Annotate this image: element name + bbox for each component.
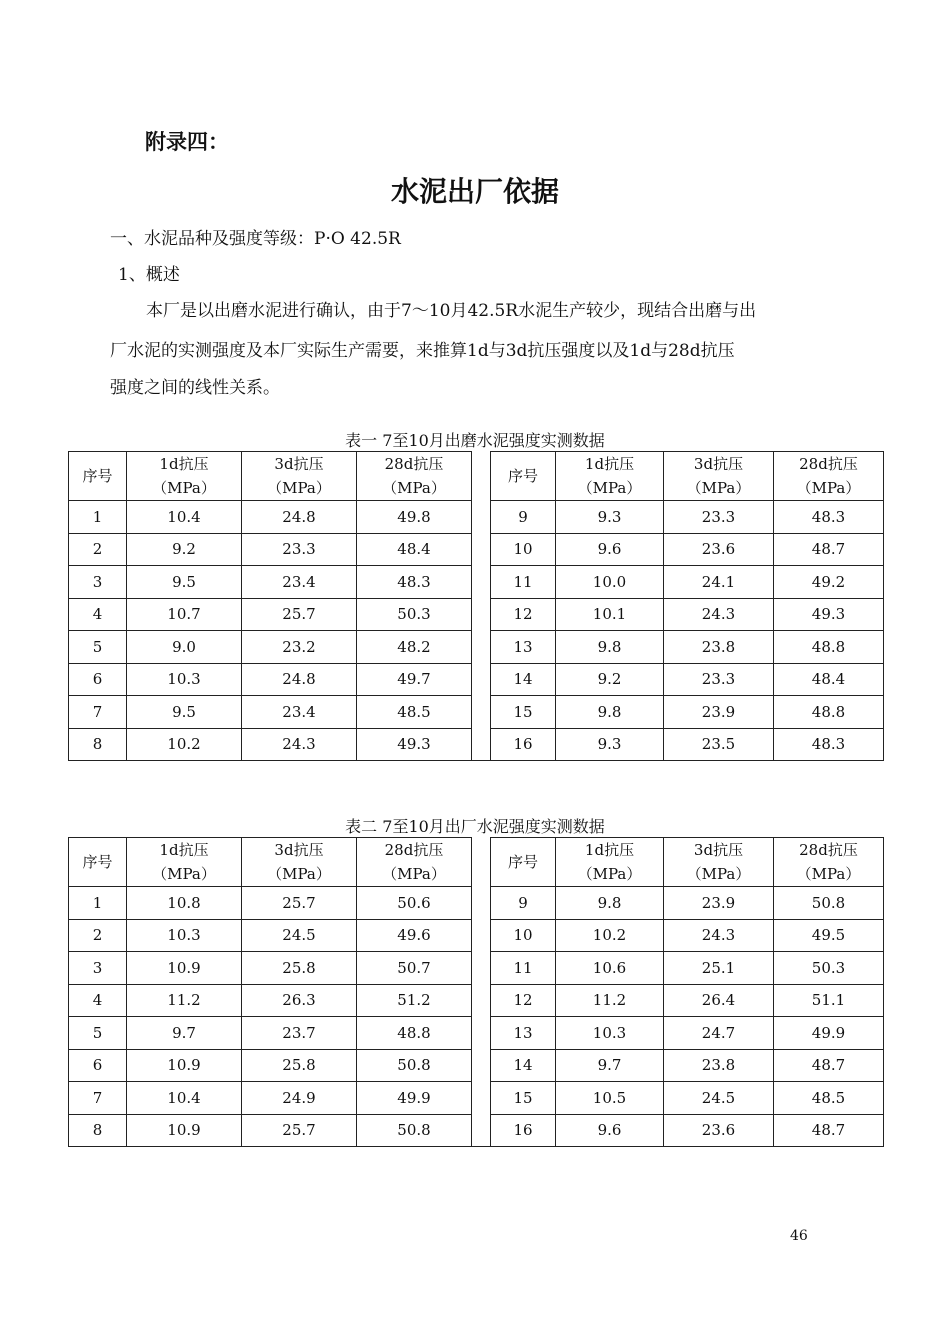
paragraph-line-3: 强度之间的线性关系。 bbox=[110, 378, 280, 398]
cell-1d: 9.3 bbox=[556, 501, 664, 534]
cell-1d: 9.0 bbox=[127, 631, 242, 664]
cell-1d: 10.3 bbox=[127, 919, 242, 952]
cell-28d: 48.3 bbox=[774, 501, 884, 534]
table-row bbox=[69, 598, 884, 631]
cell-28d: 50.6 bbox=[357, 887, 472, 920]
cell-28d: 51.1 bbox=[774, 984, 884, 1017]
cell-1d: 10.6 bbox=[556, 952, 664, 985]
cell-28d: 48.3 bbox=[774, 728, 884, 761]
cell-1d: 9.6 bbox=[556, 533, 664, 566]
cell-3d: 25.8 bbox=[242, 952, 357, 985]
cell-28d: 50.8 bbox=[357, 1114, 472, 1147]
column-gap bbox=[472, 696, 491, 729]
header-1d bbox=[127, 452, 242, 501]
cell-28d: 49.8 bbox=[357, 501, 472, 534]
table-row bbox=[69, 533, 884, 566]
header-unit: （MPa） bbox=[686, 479, 751, 497]
cell-28d: 50.3 bbox=[774, 952, 884, 985]
column-gap bbox=[472, 566, 491, 599]
cell-28d: 49.2 bbox=[774, 566, 884, 599]
cell-seq: 7 bbox=[69, 696, 127, 729]
cell-1d: 9.8 bbox=[556, 631, 664, 664]
cell-28d: 48.7 bbox=[774, 1114, 884, 1147]
cell-28d: 50.3 bbox=[357, 598, 472, 631]
column-gap bbox=[472, 919, 491, 952]
cell-3d: 23.9 bbox=[664, 696, 774, 729]
header-unit: （MPa） bbox=[796, 865, 861, 883]
header-1d bbox=[556, 838, 664, 887]
column-gap bbox=[472, 1114, 491, 1147]
table1-caption: 表一 7至10月出磨水泥强度实测数据 bbox=[345, 431, 605, 450]
cell-1d: 10.4 bbox=[127, 501, 242, 534]
cell-28d: 48.2 bbox=[357, 631, 472, 664]
table2-factory-strength bbox=[68, 837, 884, 1147]
column-gap bbox=[472, 598, 491, 631]
cell-3d: 24.3 bbox=[664, 919, 774, 952]
cell-28d: 49.7 bbox=[357, 663, 472, 696]
table-row bbox=[69, 696, 884, 729]
cell-28d: 48.7 bbox=[774, 533, 884, 566]
cell-28d: 48.8 bbox=[774, 696, 884, 729]
paragraph-line-2: 厂水泥的实测强度及本厂实际生产需要，来推算1d与3d抗压强度以及1d与28d抗压 bbox=[110, 341, 735, 361]
cell-seq: 1 bbox=[69, 501, 127, 534]
header-unit: （MPa） bbox=[577, 479, 642, 497]
cell-seq: 15 bbox=[491, 1082, 556, 1115]
cell-1d: 10.4 bbox=[127, 1082, 242, 1115]
header-1d bbox=[127, 838, 242, 887]
header-1d bbox=[556, 452, 664, 501]
header-3d bbox=[664, 838, 774, 887]
cell-28d: 50.8 bbox=[357, 1049, 472, 1082]
cell-28d: 49.6 bbox=[357, 919, 472, 952]
header-28d-label: 28d抗压 bbox=[799, 455, 858, 473]
header-unit: （MPa） bbox=[686, 865, 751, 883]
cell-3d: 24.3 bbox=[242, 728, 357, 761]
cell-1d: 10.9 bbox=[127, 1114, 242, 1147]
header-3d-label: 3d抗压 bbox=[274, 841, 324, 859]
cell-1d: 10.3 bbox=[556, 1017, 664, 1050]
header-unit: （MPa） bbox=[577, 865, 642, 883]
cell-3d: 24.5 bbox=[664, 1082, 774, 1115]
cell-seq: 9 bbox=[491, 501, 556, 534]
cell-28d: 49.9 bbox=[774, 1017, 884, 1050]
cell-3d: 24.1 bbox=[664, 566, 774, 599]
table-row bbox=[69, 1049, 884, 1082]
header-3d bbox=[664, 452, 774, 501]
header-28d bbox=[357, 838, 472, 887]
header-unit: （MPa） bbox=[267, 479, 331, 497]
cell-28d: 49.3 bbox=[357, 728, 472, 761]
cell-seq: 7 bbox=[69, 1082, 127, 1115]
table-row bbox=[69, 566, 884, 599]
cell-seq: 13 bbox=[491, 631, 556, 664]
header-unit: （MPa） bbox=[267, 865, 331, 883]
header-unit: （MPa） bbox=[152, 865, 216, 883]
column-gap bbox=[472, 663, 491, 696]
cell-seq: 14 bbox=[491, 1049, 556, 1082]
cell-3d: 26.4 bbox=[664, 984, 774, 1017]
header-3d bbox=[242, 838, 357, 887]
cell-seq: 16 bbox=[491, 728, 556, 761]
header-unit: （MPa） bbox=[796, 479, 861, 497]
cell-3d: 26.3 bbox=[242, 984, 357, 1017]
page-number: 46 bbox=[790, 1228, 808, 1244]
cell-seq: 8 bbox=[69, 1114, 127, 1147]
cell-seq: 11 bbox=[491, 952, 556, 985]
cell-1d: 10.7 bbox=[127, 598, 242, 631]
cell-seq: 13 bbox=[491, 1017, 556, 1050]
header-28d bbox=[774, 838, 884, 887]
cell-3d: 24.8 bbox=[242, 501, 357, 534]
table-row bbox=[69, 663, 884, 696]
header-3d bbox=[242, 452, 357, 501]
cell-28d: 50.7 bbox=[357, 952, 472, 985]
cell-1d: 9.3 bbox=[556, 728, 664, 761]
cell-3d: 24.7 bbox=[664, 1017, 774, 1050]
cell-1d: 9.6 bbox=[556, 1114, 664, 1147]
header-1d-label: 1d抗压 bbox=[584, 455, 635, 473]
cell-1d: 10.5 bbox=[556, 1082, 664, 1115]
cell-3d: 24.5 bbox=[242, 919, 357, 952]
cell-1d: 9.2 bbox=[556, 663, 664, 696]
cell-3d: 23.5 bbox=[664, 728, 774, 761]
cell-seq: 10 bbox=[491, 919, 556, 952]
header-1d-label: 1d抗压 bbox=[159, 455, 209, 473]
table-row bbox=[69, 501, 884, 534]
cell-seq: 14 bbox=[491, 663, 556, 696]
column-gap bbox=[472, 1082, 491, 1115]
cell-28d: 48.5 bbox=[774, 1082, 884, 1115]
cell-seq: 12 bbox=[491, 598, 556, 631]
cell-28d: 48.8 bbox=[357, 1017, 472, 1050]
cell-1d: 10.3 bbox=[127, 663, 242, 696]
cell-28d: 48.3 bbox=[357, 566, 472, 599]
subsection-heading: 1、概述 bbox=[118, 265, 180, 285]
cell-1d: 9.5 bbox=[127, 566, 242, 599]
cell-seq: 5 bbox=[69, 1017, 127, 1050]
cell-seq: 6 bbox=[69, 1049, 127, 1082]
header-28d-label: 28d抗压 bbox=[384, 841, 444, 859]
table-row bbox=[69, 984, 884, 1017]
header-seq: 序号 bbox=[491, 838, 556, 887]
header-unit: （MPa） bbox=[382, 865, 446, 883]
table-row bbox=[69, 1114, 884, 1147]
header-28d bbox=[357, 452, 472, 501]
table-row bbox=[69, 1082, 884, 1115]
column-gap bbox=[472, 887, 491, 920]
cell-3d: 24.9 bbox=[242, 1082, 357, 1115]
cell-1d: 9.7 bbox=[556, 1049, 664, 1082]
header-1d-label: 1d抗压 bbox=[159, 841, 209, 859]
cell-1d: 10.9 bbox=[127, 952, 242, 985]
column-gap bbox=[472, 501, 491, 534]
cell-3d: 23.2 bbox=[242, 631, 357, 664]
cell-3d: 25.7 bbox=[242, 598, 357, 631]
cell-1d: 10.9 bbox=[127, 1049, 242, 1082]
cell-1d: 9.8 bbox=[556, 887, 664, 920]
cell-seq: 9 bbox=[491, 887, 556, 920]
cell-3d: 23.7 bbox=[242, 1017, 357, 1050]
cell-1d: 9.8 bbox=[556, 696, 664, 729]
cell-seq: 5 bbox=[69, 631, 127, 664]
page-title: 水泥出厂依据 bbox=[390, 175, 559, 208]
cell-3d: 23.3 bbox=[664, 663, 774, 696]
cell-1d: 10.8 bbox=[127, 887, 242, 920]
table-row bbox=[69, 919, 884, 952]
cell-3d: 23.3 bbox=[664, 501, 774, 534]
column-gap bbox=[472, 1017, 491, 1050]
cell-3d: 23.4 bbox=[242, 696, 357, 729]
header-28d bbox=[774, 452, 884, 501]
column-gap bbox=[472, 1049, 491, 1082]
table-row bbox=[69, 887, 884, 920]
cell-seq: 6 bbox=[69, 663, 127, 696]
table-row bbox=[69, 1017, 884, 1050]
cell-3d: 25.8 bbox=[242, 1049, 357, 1082]
paragraph-line-1: 本厂是以出磨水泥进行确认，由于7～10月42.5R水泥生产较少，现结合出磨与出 bbox=[146, 301, 757, 321]
cell-28d: 48.7 bbox=[774, 1049, 884, 1082]
table-row bbox=[69, 631, 884, 664]
cell-3d: 23.3 bbox=[242, 533, 357, 566]
cell-seq: 2 bbox=[69, 919, 127, 952]
cell-28d: 49.3 bbox=[774, 598, 884, 631]
cell-3d: 25.7 bbox=[242, 1114, 357, 1147]
header-3d-label: 3d抗压 bbox=[693, 455, 744, 473]
table2-caption: 表二 7至10月出厂水泥强度实测数据 bbox=[345, 817, 605, 836]
table-header-row bbox=[69, 452, 884, 501]
header-unit: （MPa） bbox=[382, 479, 446, 497]
cell-seq: 16 bbox=[491, 1114, 556, 1147]
cell-3d: 25.7 bbox=[242, 887, 357, 920]
header-seq: 序号 bbox=[491, 452, 556, 501]
cell-1d: 10.1 bbox=[556, 598, 664, 631]
column-gap bbox=[472, 728, 491, 761]
cell-1d: 11.2 bbox=[556, 984, 664, 1017]
cell-28d: 49.9 bbox=[357, 1082, 472, 1115]
cell-28d: 51.2 bbox=[357, 984, 472, 1017]
header-1d-label: 1d抗压 bbox=[584, 841, 635, 859]
cell-seq: 15 bbox=[491, 696, 556, 729]
header-seq: 序号 bbox=[69, 452, 127, 501]
cell-28d: 48.4 bbox=[357, 533, 472, 566]
cell-seq: 11 bbox=[491, 566, 556, 599]
cell-seq: 10 bbox=[491, 533, 556, 566]
cell-seq: 3 bbox=[69, 952, 127, 985]
section-heading: 一、水泥品种及强度等级：P·O 42.5R bbox=[110, 229, 401, 249]
cell-seq: 4 bbox=[69, 598, 127, 631]
cell-3d: 23.8 bbox=[664, 631, 774, 664]
header-28d-label: 28d抗压 bbox=[799, 841, 858, 859]
cell-1d: 10.0 bbox=[556, 566, 664, 599]
column-gap bbox=[472, 838, 491, 887]
cell-seq: 4 bbox=[69, 984, 127, 1017]
cell-1d: 9.7 bbox=[127, 1017, 242, 1050]
header-seq: 序号 bbox=[69, 838, 127, 887]
cell-28d: 50.8 bbox=[774, 887, 884, 920]
cell-3d: 24.3 bbox=[664, 598, 774, 631]
cell-3d: 23.6 bbox=[664, 533, 774, 566]
cell-seq: 2 bbox=[69, 533, 127, 566]
cell-3d: 23.4 bbox=[242, 566, 357, 599]
header-3d-label: 3d抗压 bbox=[274, 455, 324, 473]
cell-seq: 12 bbox=[491, 984, 556, 1017]
cell-3d: 23.6 bbox=[664, 1114, 774, 1147]
cell-seq: 8 bbox=[69, 728, 127, 761]
cell-1d: 9.2 bbox=[127, 533, 242, 566]
cell-3d: 23.9 bbox=[664, 887, 774, 920]
cell-3d: 23.8 bbox=[664, 1049, 774, 1082]
header-unit: （MPa） bbox=[152, 479, 216, 497]
column-gap bbox=[472, 452, 491, 501]
cell-28d: 49.5 bbox=[774, 919, 884, 952]
cell-1d: 10.2 bbox=[127, 728, 242, 761]
cell-3d: 25.1 bbox=[664, 952, 774, 985]
cell-28d: 48.5 bbox=[357, 696, 472, 729]
table-header-row bbox=[69, 838, 884, 887]
cell-3d: 24.8 bbox=[242, 663, 357, 696]
cell-1d: 9.5 bbox=[127, 696, 242, 729]
cell-seq: 1 bbox=[69, 887, 127, 920]
cell-28d: 48.8 bbox=[774, 631, 884, 664]
column-gap bbox=[472, 952, 491, 985]
column-gap bbox=[472, 984, 491, 1017]
table-row bbox=[69, 952, 884, 985]
cell-seq: 3 bbox=[69, 566, 127, 599]
cell-28d: 48.4 bbox=[774, 663, 884, 696]
cell-1d: 10.2 bbox=[556, 919, 664, 952]
column-gap bbox=[472, 631, 491, 664]
header-3d-label: 3d抗压 bbox=[693, 841, 744, 859]
appendix-heading: 附录四： bbox=[145, 130, 229, 154]
header-28d-label: 28d抗压 bbox=[384, 455, 444, 473]
table-row bbox=[69, 728, 884, 761]
column-gap bbox=[472, 533, 491, 566]
cell-1d: 11.2 bbox=[127, 984, 242, 1017]
table1-grinding-strength bbox=[68, 451, 884, 761]
